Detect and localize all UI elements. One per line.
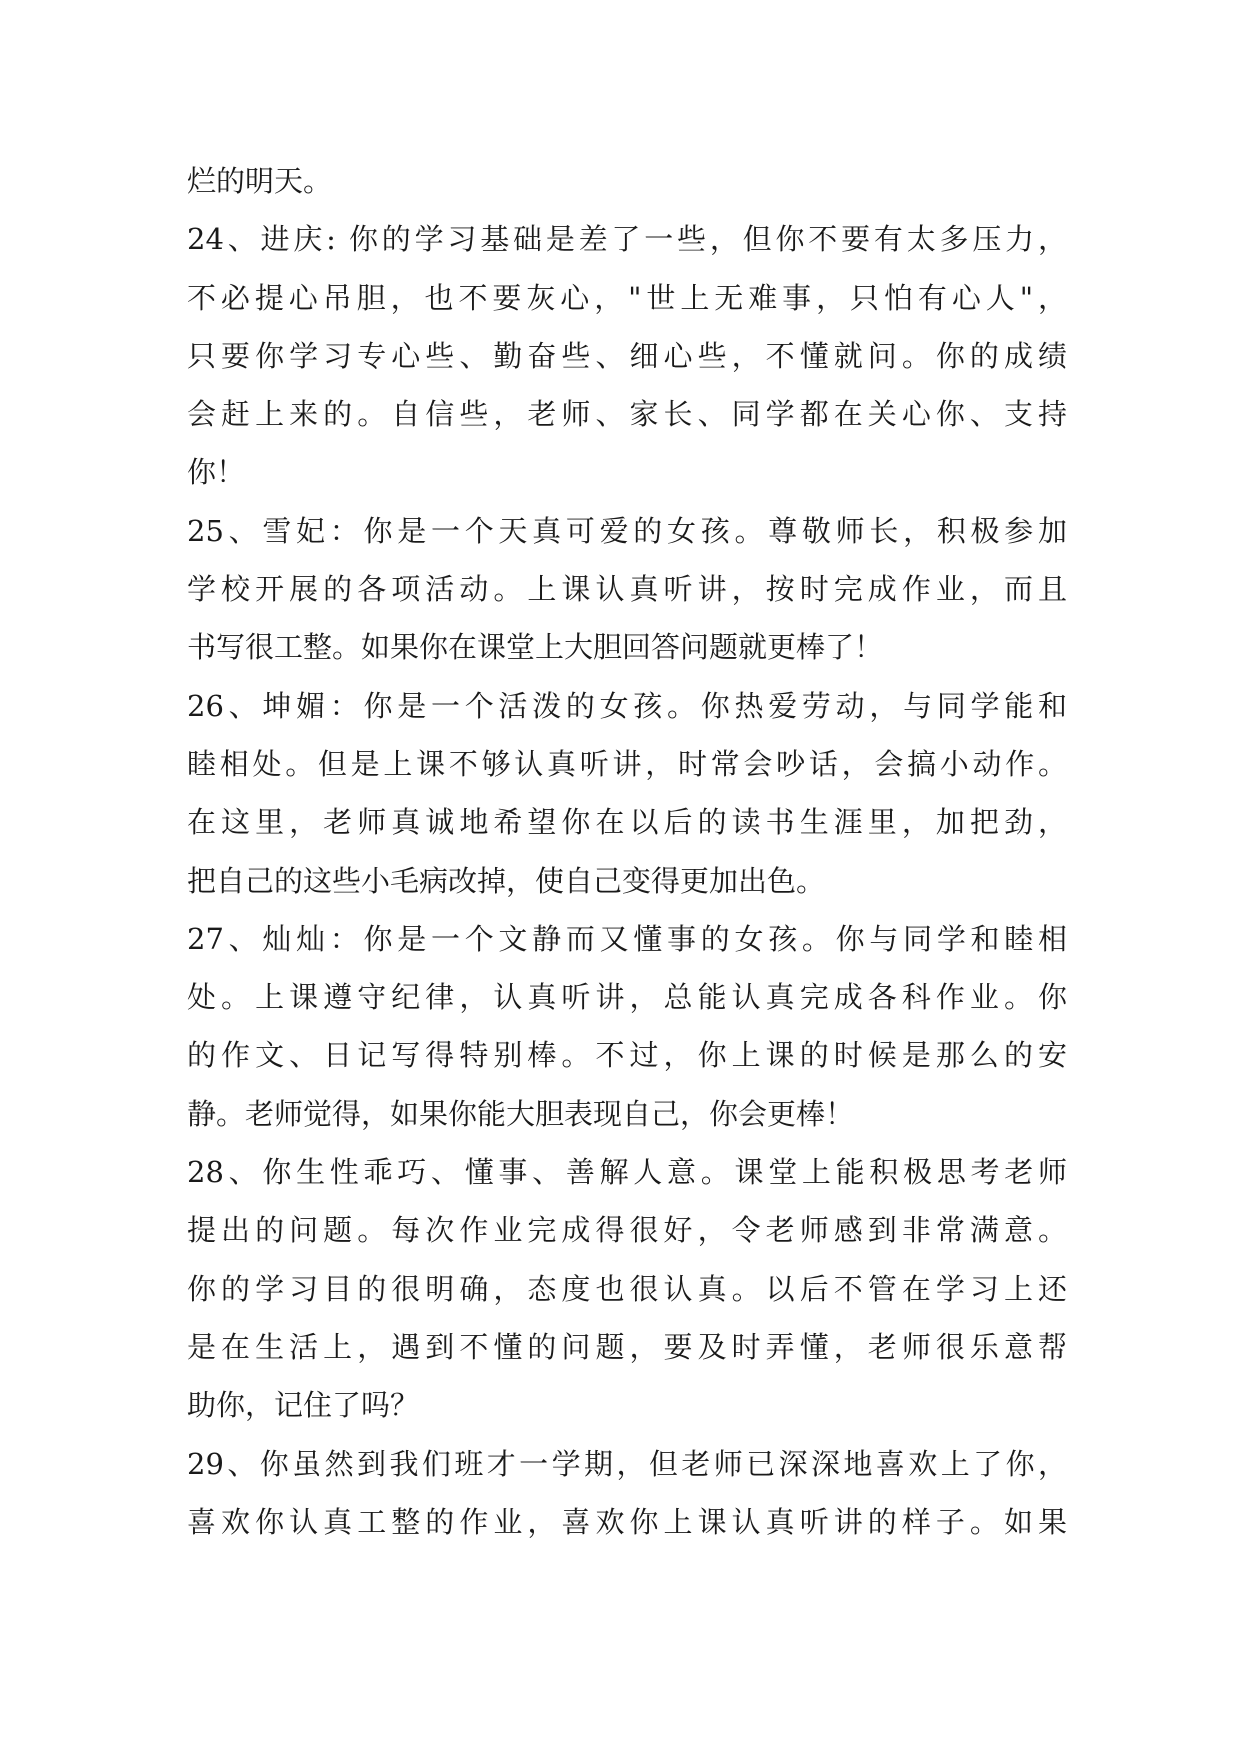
text-line: 处。上课遵守纪律，认真听讲，总能认真完成各科作业。你 xyxy=(187,980,1067,1015)
text-line: 25、雪妃：你是一个天真可爱的女孩。尊敬师长，积极参加 xyxy=(187,513,1067,548)
text-line: 会赶上来的。自信些，老师、家长、同学都在关心你、支持 xyxy=(187,397,1067,432)
text-line: 在这里，老师真诚地希望你在以后的读书生涯里，加把劲， xyxy=(187,805,1067,840)
text-line: 静。老师觉得，如果你能大胆表现自己，你会更棒！ xyxy=(187,1096,855,1131)
body-text xyxy=(187,152,1067,1551)
text-line: 你！ xyxy=(187,455,246,490)
text-line: 助你，记住了吗？ xyxy=(187,1388,420,1423)
text-line: 把自己的这些小毛病改掉，使自己变得更加出色。 xyxy=(187,863,826,898)
text-line: 29、你虽然到我们班才一学期，但老师已深深地喜欢上了你， xyxy=(187,1446,1067,1481)
text-line: 不必提心吊胆，也不要灰心，"世上无难事，只怕有心人"， xyxy=(187,280,1067,315)
text-line: 学校开展的各项活动。上课认真听讲，按时完成作业，而且 xyxy=(187,572,1067,607)
text-line: 提出的问题。每次作业完成得很好，令老师感到非常满意。 xyxy=(187,1213,1067,1248)
text-line: 你的学习目的很明确，态度也很认真。以后不管在学习上还 xyxy=(187,1271,1067,1306)
text-line: 烂的明天。 xyxy=(187,164,333,198)
text-line: 28、你生性乖巧、懂事、善解人意。课堂上能积极思考老师 xyxy=(187,1155,1067,1190)
text-line: 27、灿灿：你是一个文静而又懂事的女孩。你与同学和睦相 xyxy=(187,921,1067,956)
text-line: 书写很工整。如果你在课堂上大胆回答问题就更棒了！ xyxy=(187,630,884,665)
text-line: 只要你学习专心些、勤奋些、细心些，不懂就问。你的成绩 xyxy=(187,338,1067,373)
text-line: 睦相处。但是上课不够认真听讲，时常会吵话，会搞小动作。 xyxy=(187,746,1067,781)
text-line: 26、坤媚：你是一个活泼的女孩。你热爱劳动，与同学能和 xyxy=(187,688,1067,723)
text-line: 的作文、日记写得特别棒。不过，你上课的时候是那么的安 xyxy=(187,1038,1067,1073)
text-line: 喜欢你认真工整的作业，喜欢你上课认真听讲的样子。如果 xyxy=(187,1504,1067,1539)
text-line: 是在生活上，遇到不懂的问题，要及时弄懂，老师很乐意帮 xyxy=(187,1329,1067,1364)
text-line: 24、进庆: 你的学习基础是差了一些，但你不要有太多压力， xyxy=(187,222,1067,257)
